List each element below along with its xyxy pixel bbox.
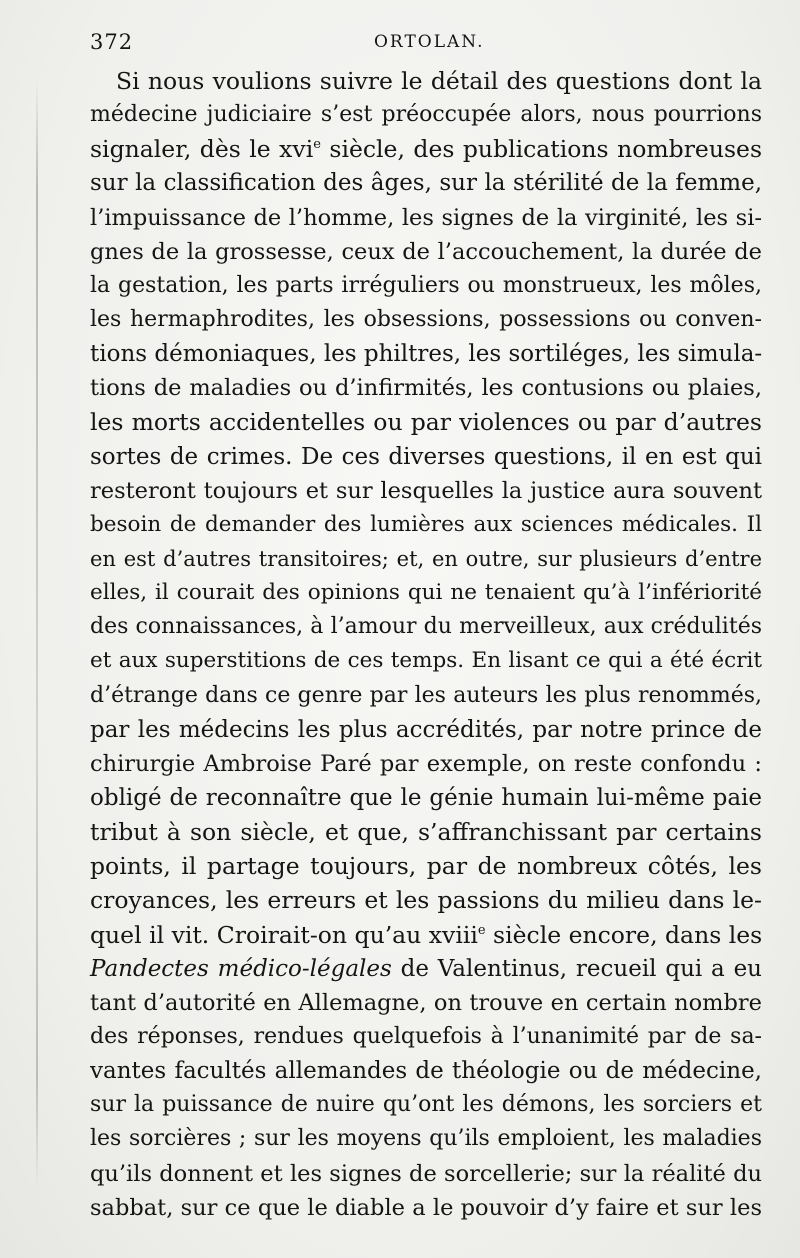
text-segment: points, il partage toujours, par de nombreux côtés, les <box>90 852 762 881</box>
text-segment: par les médecins les plus accrédités, par notre prince de <box>90 716 762 743</box>
text-line <box>90 679 762 713</box>
text-line <box>90 1157 762 1191</box>
text-line <box>90 508 762 542</box>
text-line <box>90 1020 762 1054</box>
text-segment: médecine judiciaire s’est préoccupée alors, nous pourrions <box>90 102 762 128</box>
text-segment: chirurgie Ambroise Paré par exemple, on reste confondu : <box>90 750 762 777</box>
italic-title: Pandectes médico-légales <box>90 955 392 982</box>
text-line <box>90 815 762 849</box>
text-segment: sur la puissance de nuire qu’ont les démons, les sorciers et <box>90 1092 762 1118</box>
text-segment: sabbat, sur ce que le diable a le pouvoir d’y faire et sur les <box>90 1194 762 1221</box>
text-segment: elles, il courait des opinions qui ne tenaient qu’à l’infériorité <box>90 580 762 606</box>
binding-shadow <box>36 80 38 1190</box>
text-segment: siècle, des publications nombreuses <box>320 135 762 164</box>
text-segment: vantes facultés allemandes de théologie ou de médecine, <box>90 1058 762 1085</box>
text-segment: la gestation, les parts irréguliers ou monstrueux, les môles, <box>90 272 762 298</box>
text-line <box>90 747 762 781</box>
text-line <box>90 269 762 303</box>
text-line <box>90 849 762 883</box>
text-line <box>90 405 762 439</box>
text-line <box>90 883 762 917</box>
text-segment: signaler, dès le xvi <box>90 135 314 164</box>
text-line <box>90 986 762 1020</box>
text-segment: tant d’autorité en Allemagne, on trouve en certain nombre <box>90 989 762 1016</box>
text-segment: les morts accidentelles ou par violences ou par d’autres <box>90 408 762 437</box>
text-segment: quel il vit. Croirait-on qu’au xviii <box>90 920 478 949</box>
text-line <box>90 713 762 747</box>
body-text <box>90 64 762 1225</box>
text-line <box>90 1054 762 1088</box>
text-line <box>90 952 762 986</box>
text-segment: tribut à son siècle, et que, s’affranchissant par certains <box>90 818 762 847</box>
text-segment: des réponses, rendues quelquefois à l’unanimité par de sa- <box>90 1023 762 1049</box>
text-line <box>90 610 762 644</box>
text-line <box>90 132 762 166</box>
running-head: ORTOLAN. <box>374 32 485 52</box>
text-segment: qu’ils donnent et les signes de sorcellerie; sur la réalité du <box>90 1160 762 1187</box>
page-number: 372 <box>90 30 134 54</box>
text-line <box>90 64 762 98</box>
text-segment: besoin de demander des lumières aux sciences médicales. Il <box>90 511 762 537</box>
text-segment: d’étrange dans ce genre par les auteurs les plus renommés, <box>90 682 762 708</box>
text-line <box>90 918 762 952</box>
text-segment: des connaissances, à l’amour du merveilleux, aux crédulités <box>90 614 762 640</box>
text-line <box>90 1088 762 1122</box>
text-line <box>90 542 762 576</box>
superscript: e <box>313 137 321 153</box>
superscript: e <box>477 922 486 938</box>
text-line <box>90 98 762 132</box>
text-segment: resteront toujours et sur lesquelles la justice aura souvent <box>90 477 762 504</box>
text-segment: les sorcières ; sur les moyens qu’ils emploient, les maladies <box>90 1126 762 1152</box>
text-line <box>90 644 762 678</box>
text-segment: en est d’autres transitoires; et, en outre, sur plusieurs d’entre <box>90 546 762 571</box>
text-line <box>90 371 762 405</box>
text-segment: les hermaphrodites, les obsessions, possessions ou conven- <box>90 306 762 332</box>
text-segment: sur la classification des âges, sur la stérilité de la femme, <box>90 170 762 197</box>
text-line <box>90 1191 762 1225</box>
text-line <box>90 303 762 337</box>
text-segment: croyances, les erreurs et les passions du milieu dans le- <box>90 886 762 915</box>
text-line <box>90 166 762 200</box>
text-segment: de Valentinus, recueil qui a eu <box>391 955 762 982</box>
text-line <box>90 1122 762 1156</box>
text-segment: Si nous voulions suivre le détail des questions dont la <box>116 67 762 95</box>
text-line <box>90 440 762 474</box>
text-segment: tions de maladies ou d’infirmités, les contusions ou plaies, <box>90 375 762 402</box>
text-line <box>90 474 762 508</box>
text-line <box>90 781 762 815</box>
text-segment: sortes de crimes. De ces diverses questions, il en est qui <box>90 443 762 470</box>
text-segment: gnes de la grossesse, ceux de l’accouchement, la durée de <box>90 238 762 265</box>
text-segment: tions démoniaques, les philtres, les sortiléges, les simula- <box>90 341 763 368</box>
text-line <box>90 235 762 269</box>
text-segment: l’impuissance de l’homme, les signes de la virginité, les si- <box>90 204 762 231</box>
text-line <box>90 576 762 610</box>
text-segment: obligé de reconnaître que le génie humain lui-même paie <box>90 784 762 811</box>
page-header <box>90 30 750 60</box>
text-line <box>90 337 762 371</box>
text-segment: siècle encore, dans les <box>485 920 763 949</box>
text-line <box>90 201 762 235</box>
text-segment: et aux superstitions de ces temps. En lisant ce qui a été écrit <box>90 648 762 674</box>
